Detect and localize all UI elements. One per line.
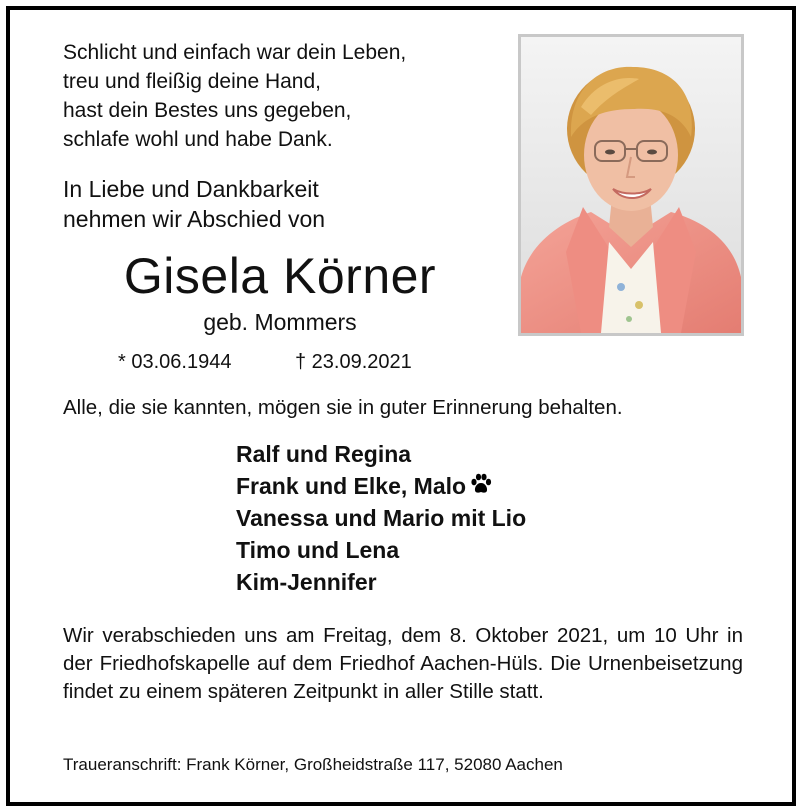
deceased-name: Gisela Körner [123,248,437,304]
death-date: † 23.09.2021 [295,351,412,373]
family-line: Timo und Lena [236,537,400,563]
family-line: Ralf und Regina [236,441,412,467]
intro-line: In Liebe und Dankbarkeit [63,176,319,202]
intro-line: nehmen wir Abschied von [63,206,326,232]
poem-line: Schlicht und einfach war dein Leben, [63,41,407,64]
poem-line: hast dein Bestes uns gegeben, [63,99,352,122]
paw-icon [469,472,493,496]
mourning-address: Traueranschrift: Frank Körner, Großheidstraße 117, 52080 Aachen [63,755,563,774]
poem-verse [63,38,406,154]
family-signatures [236,438,526,598]
family-line-with-pet [236,470,526,502]
farewell-intro [63,174,325,234]
portrait-image [521,37,741,333]
memory-line: Alle, die sie kannten, mögen sie in guter Erinnerung behalten. [63,396,623,419]
ceremony-details: Wir verabschieden uns am Freitag, dem 8. Oktober 2021, um 10 Uhr in der Friedhofskapelle auf dem Friedhof Aachen-Hüls. Die Urnenbeisetzung findet zu einem späteren Zeitpunkt in aller Stille statt. [63,624,743,703]
obituary-notice [6,6,796,806]
family-line: Kim-Jennifer [236,569,377,595]
birth-date: * 03.06.1944 [118,351,232,373]
poem-line: schlafe wohl und habe Dank. [63,128,333,151]
portrait-photo [518,34,744,336]
family-line: Frank und Elke, Malo [236,473,467,499]
maiden-name: geb. Mommers [203,309,357,335]
family-line: Vanessa und Mario mit Lio [236,505,527,531]
poem-line: treu und fleißig deine Hand, [63,70,321,93]
